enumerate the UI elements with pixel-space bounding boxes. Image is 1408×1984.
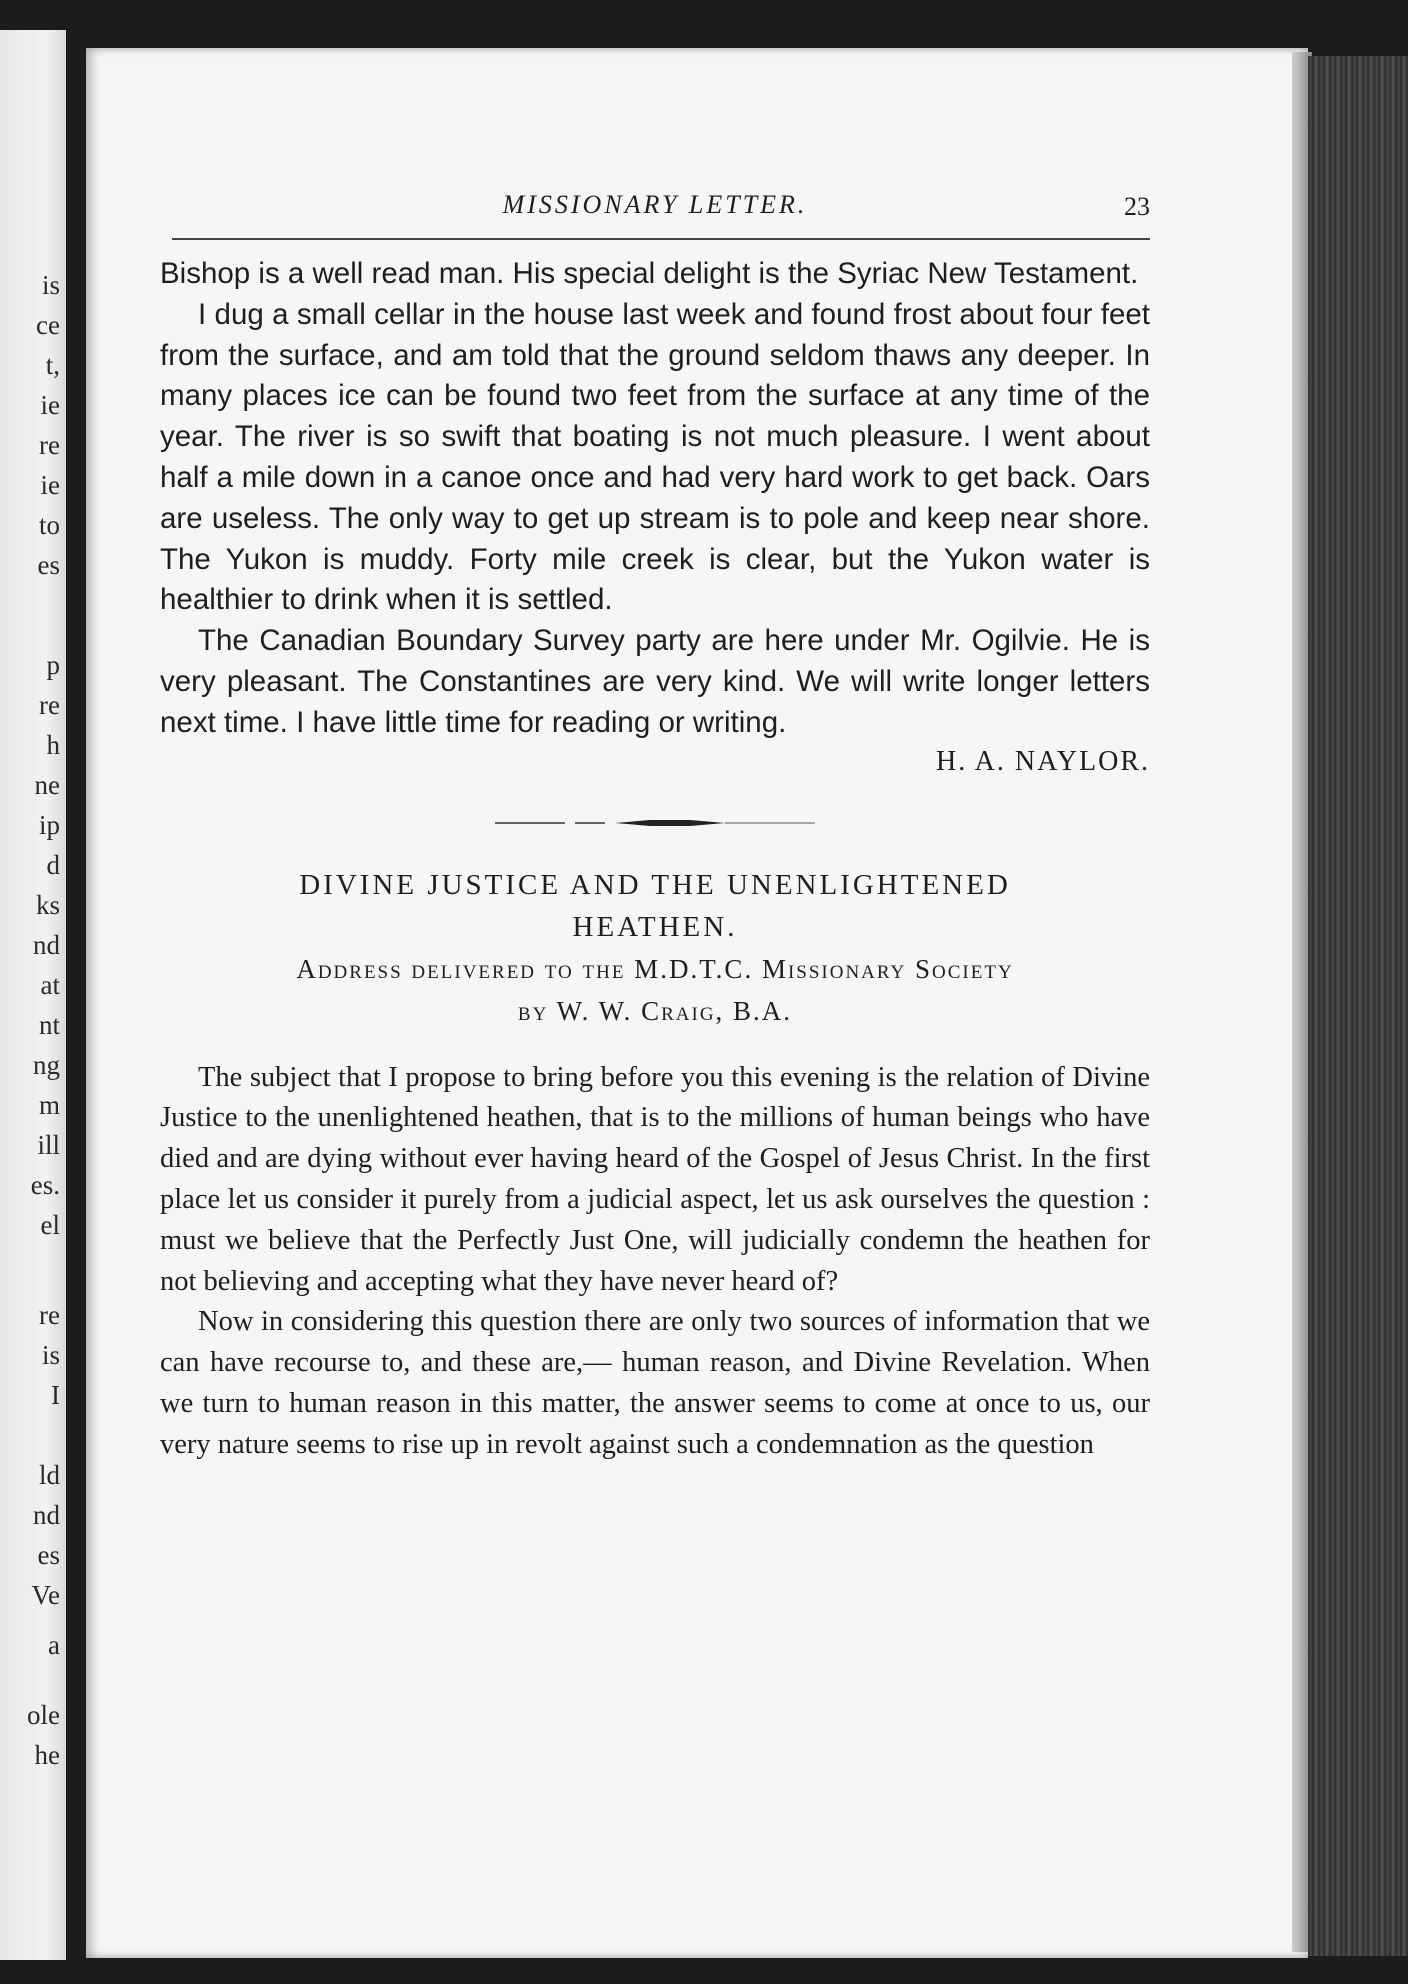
left-page-fragment: ie	[40, 470, 60, 500]
article-byline: by W. W. Craig, B.A.	[517, 995, 793, 1026]
left-page-fragment: nt	[38, 1010, 60, 1040]
left-page-fragment: to	[38, 510, 60, 540]
page-number: 23	[1124, 192, 1150, 221]
left-page-edge	[0, 30, 66, 1960]
article-paragraph-2: Now in considering this question there are only two sources of information that we can have recourse to, and these are,— human reason, and Divine Revelation. When we turn to human reason in this matter, the answer seems to come at once to us, our very nature seems to rise up in revolt against such a condemnation as the question	[160, 1306, 1150, 1460]
left-page-fragment: m	[38, 1090, 60, 1120]
letter-paragraph-1: Bishop is a well read man. His special delight is the Syriac New Testament.	[160, 257, 1139, 290]
left-page-fragment: he	[34, 1740, 60, 1770]
left-page-fragment: ng	[33, 1050, 60, 1080]
running-head	[160, 190, 1150, 230]
article-title-line-2: HEATHEN.	[572, 910, 738, 943]
left-page-fragment: d	[46, 850, 60, 880]
letter-paragraph-3: The Canadian Boundary Survey party are here under Mr. Ogilvie. He is very pleasant. The Constantines are very kind. We will write longer letters next time. I have little time for reading or writing.	[160, 624, 1150, 739]
letter-signature: H. A. NAYLOR.	[936, 745, 1150, 777]
ornament-divider-icon	[455, 818, 855, 828]
left-page-fragment: ks	[35, 890, 60, 920]
left-page-fragment: re	[39, 430, 60, 460]
left-page-fragment: re	[39, 690, 60, 720]
left-page-fragment: re	[39, 1300, 60, 1330]
left-page-fragment: t,	[45, 350, 60, 380]
article-subtitle: Address delivered to the M.D.T.C. Missionary Society	[296, 953, 1014, 984]
left-page-fragment: nd	[33, 930, 60, 960]
left-page-fragment: ne	[34, 770, 60, 800]
left-page-fragment: ie	[40, 390, 60, 420]
letter-paragraph-2: I dug a small cellar in the house last week and found frost about four feet from the surface, and am told that the ground seldom thaws any deeper. In many places ice can be found two feet from the surface at any time of the year. The river is so swift that boating is not much pleasure. I went about half a mile down in a canoe once and had very hard work to get back. Oars are useless. The only way to get up stream is to pole and keep near shore. The Yukon is muddy. Forty mile creek is clear, but the Yukon water is healthier to drink when it is settled.	[160, 297, 1150, 617]
left-page-fragment: Ve	[31, 1580, 60, 1610]
left-page-fragment: p	[46, 650, 60, 680]
left-page-fragment: a	[48, 1630, 60, 1660]
left-page-fragment: h	[46, 730, 60, 760]
page-content	[160, 190, 1150, 1466]
left-page-fragment: es	[37, 550, 60, 580]
left-page-fragment: ip	[38, 810, 60, 840]
left-page-fragment: el	[40, 1210, 60, 1240]
left-page-fragment: ld	[38, 1460, 60, 1490]
left-page-fragment: ole	[27, 1700, 60, 1730]
left-page-fragment: at	[40, 970, 60, 1000]
section-ornament	[160, 818, 1150, 828]
left-page-fragment: is	[41, 270, 60, 300]
article-paragraph-1: The subject that I propose to bring before you this evening is the relation of Divine Justice to the unenlightened heathen, that is to the millions of human beings who have died and are dying without ever having heard of the Gospel of Jesus Christ. In the first place let us consider it purely from a judicial aspect, let us ask ourselves the question : must we believe that the Perfectly Just One, will judicially condemn the heathen for not believing and accepting what they have never heard of?	[160, 1061, 1150, 1297]
left-page-fragment: is	[41, 1340, 60, 1370]
article-title-line-1: DIVINE JUSTICE AND THE UNENLIGHTENED	[299, 868, 1011, 901]
left-page-fragment: ce	[36, 310, 60, 340]
left-page-fragment: es	[37, 1540, 60, 1570]
left-page-fragment: I	[51, 1380, 60, 1410]
left-page-fragment: nd	[33, 1500, 60, 1530]
book-edge	[1308, 56, 1408, 1956]
left-page-fragment: es.	[30, 1170, 60, 1200]
left-page-fragment: ill	[37, 1130, 60, 1160]
running-title: MISSIONARY LETTER.	[502, 190, 808, 219]
header-rule	[172, 238, 1150, 240]
